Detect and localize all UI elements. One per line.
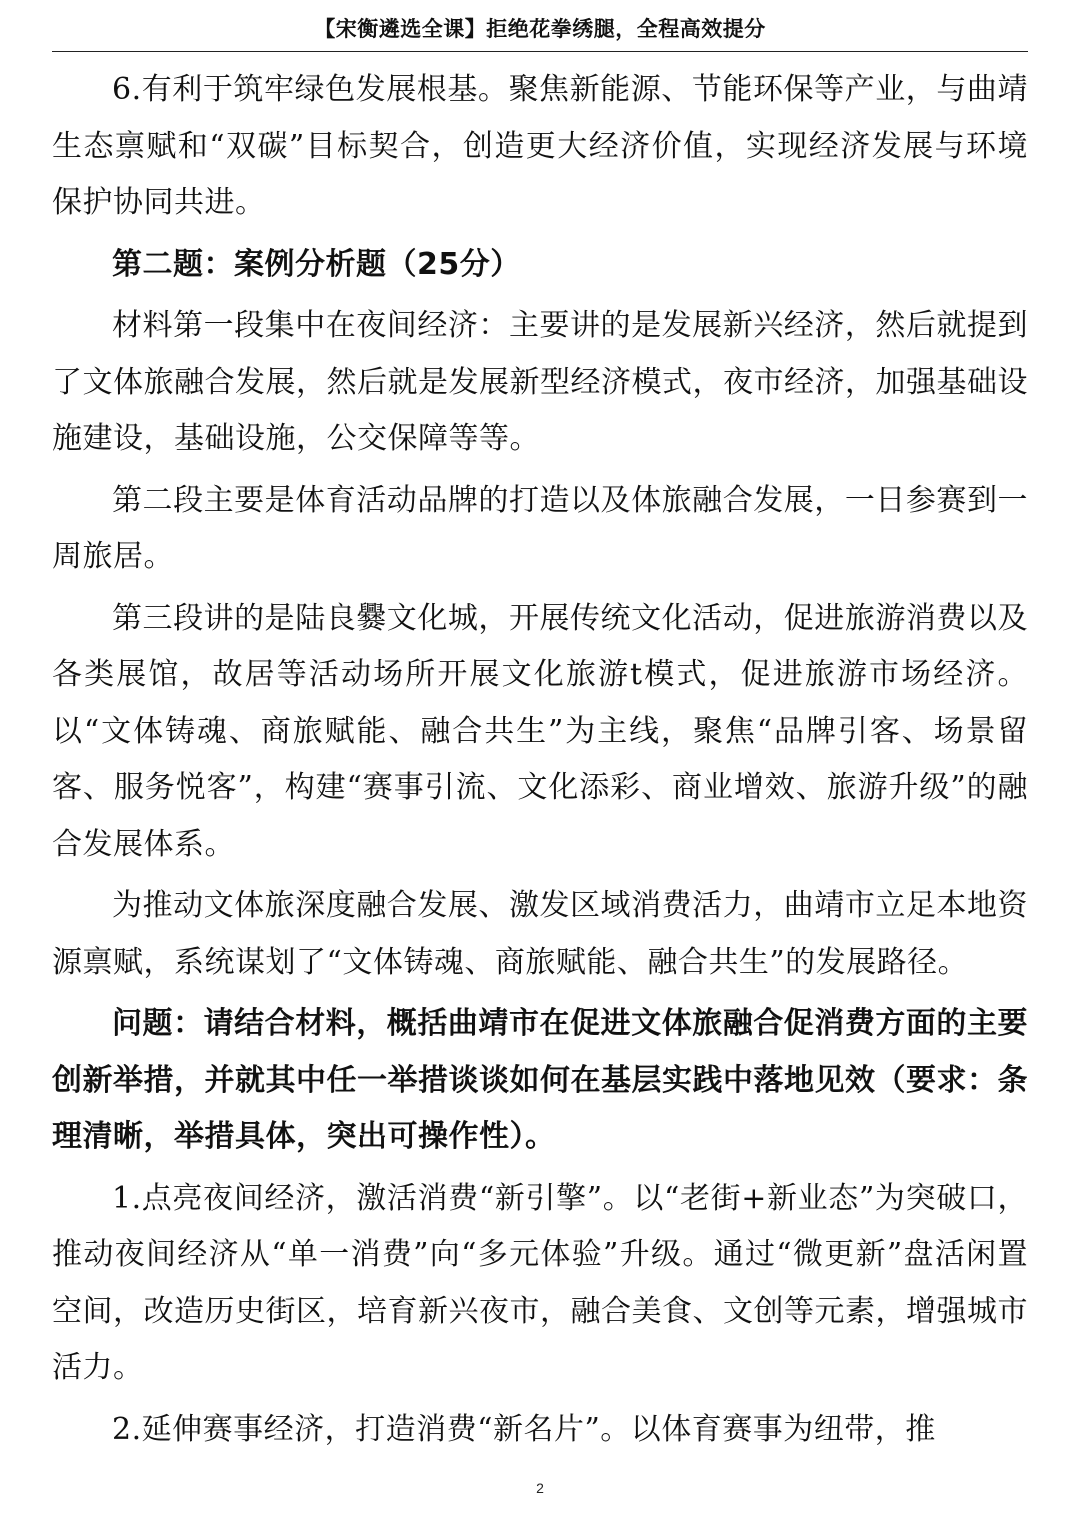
material-paragraph-2: 第二段主要是体育活动品牌的打造以及体旅融合发展，一日参赛到一周旅居。 bbox=[52, 482, 1028, 574]
material-paragraph-4: 为推动文体旅深度融合发展、激发区域消费活力，曲靖市立足本地资源禀赋，系统谋划了“文体铸魂、商旅赋能、融合共生”的发展路径。 bbox=[52, 888, 1028, 980]
material-paragraph-3: 第三段讲的是陆良爨文化城，开展传统文化活动，促进旅游消费以及各类展馆，故居等活动场所开展文化旅游t模式，促进旅游市场经济。以“文体铸魂、商旅赋能、融合共生”为主线，聚焦“品牌引客、场景留客、服务悦客”，构建“赛事引流、文化添彩、商业增效、旅游升级”的融合发展体系。 bbox=[52, 600, 1028, 862]
point-6-paragraph: 6.有利于筑牢绿色发展根基。聚焦新能源、节能环保等产业，与曲靖生态禀赋和“双碳”目标契合，创造更大经济价值，实现经济发展与环境保护协同共进。 bbox=[52, 72, 1028, 220]
page-number: 2 bbox=[536, 1480, 544, 1496]
document-body bbox=[52, 62, 1028, 1458]
header-divider bbox=[52, 51, 1028, 52]
material-paragraph-1: 材料第一段集中在夜间经济：主要讲的是发展新兴经济，然后就提到了文体旅融合发展，然后就是发展新型经济模式，夜市经济，加强基础设施建设，基础设施，公交保障等等。 bbox=[52, 308, 1028, 456]
section-title: 第二题：案例分析题（25分） bbox=[112, 246, 521, 282]
answer-point-1: 1.点亮夜间经济，激活消费“新引擎”。以“老街+新业态”为突破口，推动夜间经济从“单一消费”向“多元体验”升级。通过“微更新”盘活闲置空间，改造历史街区，培育新兴夜市，融合美食、文创等元素，增强城市活力。 bbox=[52, 1180, 1028, 1385]
page-header: 【宋衡遴选全课】拒绝花拳绣腿，全程高效提分 bbox=[314, 17, 766, 41]
answer-point-2: 2.延伸赛事经济，打造消费“新名片”。以体育赛事为纽带，推 bbox=[112, 1411, 936, 1447]
question-paragraph: 问题：请结合材料，概括曲靖市在促进文体旅融合促消费方面的主要创新举措，并就其中任一举措谈谈如何在基层实践中落地见效（要求：条理清晰，举措具体，突出可操作性）。 bbox=[52, 1006, 1028, 1154]
